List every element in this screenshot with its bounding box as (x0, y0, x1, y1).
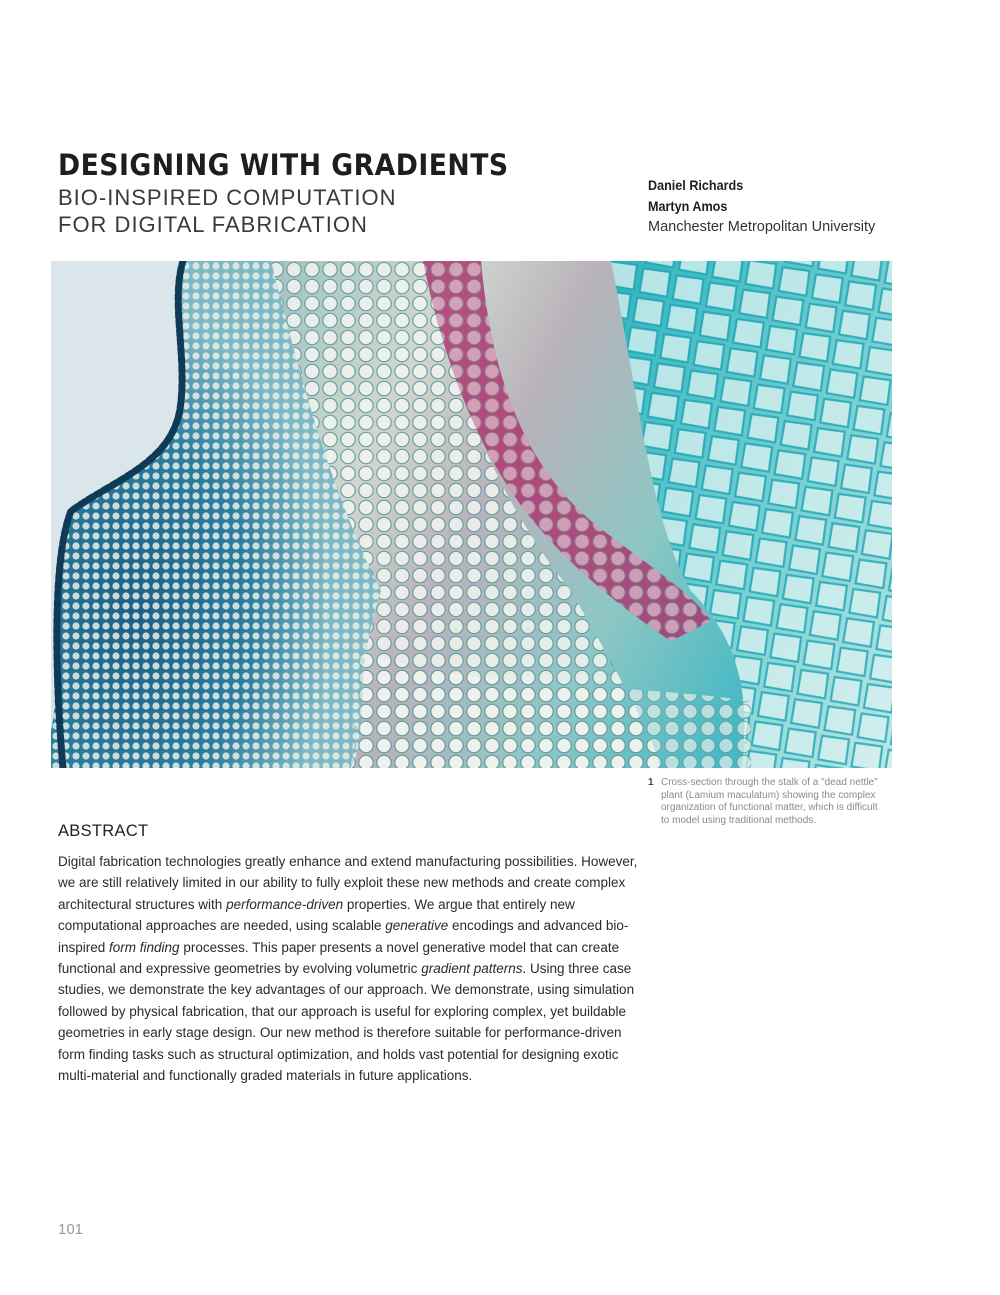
author-affiliation: Manchester Metropolitan University (648, 219, 876, 235)
abstract-emphasis: performance-driven (226, 896, 344, 912)
abstract-text: properties. We argue that entirely new computational approaches are needed, using scalable (58, 896, 575, 934)
paper-title: DESIGNING WITH GRADIENTS (58, 148, 509, 182)
author-name: Martyn Amos (648, 198, 728, 214)
subtitle-line: BIO-INSPIRED COMPUTATION (58, 185, 397, 210)
paper-subtitle (58, 184, 397, 238)
abstract-text: processes. This paper presents a novel generative model that can create functional and expressive geometries by evolving volumetric (58, 939, 620, 977)
abstract-text: Digital fabrication technologies greatly enhance and extend manufacturing possibilities. However, we are still relatively limited in our ability to fully exploit these new methods and create complex architectural structures with (58, 854, 638, 912)
author-block (648, 175, 875, 238)
abstract-emphasis: generative (385, 918, 449, 934)
subtitle-line: FOR DIGITAL FABRICATION (58, 212, 368, 237)
page-number: 101 (58, 1221, 84, 1238)
figure-caption-text: Cross-section through the stalk of a "dead nettle" plant (Lamium maculatum) showing the complex organization of functional matter, which is difficult to model using traditional methods. (661, 777, 878, 826)
abstract-heading: ABSTRACT (58, 822, 149, 840)
figure-number: 1 (648, 777, 654, 788)
figure-micrograph (51, 261, 892, 768)
figure-caption (648, 777, 888, 827)
abstract-body (58, 851, 646, 1086)
abstract-emphasis: form finding (109, 939, 180, 955)
author-name: Daniel Richards (648, 177, 744, 193)
plant-cross-section-image (51, 261, 892, 768)
abstract-text: . Using three case studies, we demonstrate the key advantages of our approach. We demonstrate, using simulation followed by physical fabrication, that our approach is useful for exploring complex, yet buildable geometries in early stage design. Our new method is therefore suitable for performance-driven form finding tasks such as structural optimization, and holds vast potential for designing exotic multi-material and functionally graded materials in future applications. (58, 961, 635, 1084)
abstract-text: encodings and advanced bio-inspired (58, 918, 629, 955)
abstract-emphasis: gradient patterns (421, 961, 523, 977)
